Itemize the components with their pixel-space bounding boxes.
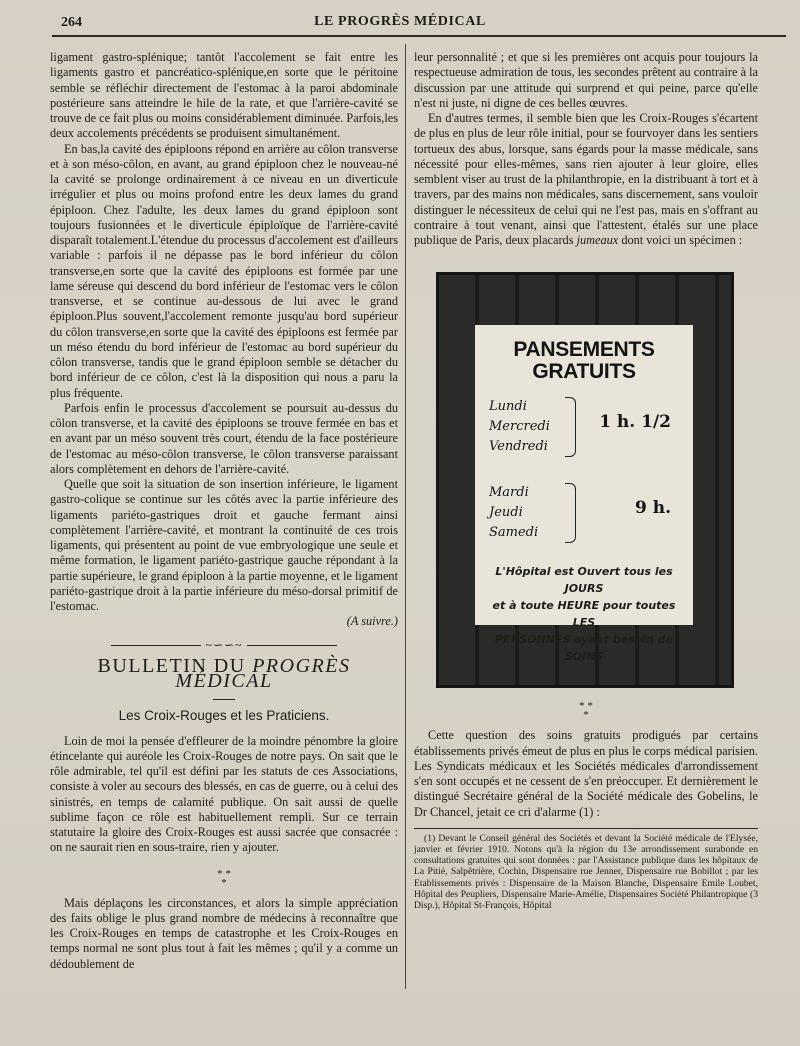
section-title: Les Croix-Rouges et les Praticiens.: [118, 708, 330, 724]
paragraph: Cette question des soins gratuits prodigués par certains établissements privés émeut de plus en plus le corps médical parisien. Les Syndicats médicaux et les Sociétés médicales d'arrondissement s'en sont occupés et ne cessent de s'en préoccuper. Et dernièrement le distingué Secrétaire général de la Société médicale des Gobelins, le Dr Chancel, jetait ce cri d'alarme (1) :: [414, 728, 758, 819]
paragraph: ligament gastro-splénique; tantôt l'accolement se fait entre les ligaments gastro et pancréatico-splénique,en sorte que le péritoine semble se réfléchir directement de l'estomac à la paroi abdominale postérieure sans atteindre le hile de la rate, et que l'arrière-cavité se trouve de ce fait plus ou moins considérablement diminuée. Parfois,les deux accolements précédents se produisent simultanément.: [50, 50, 398, 141]
bulletin-journal: PROGRÈS MÉDICAL: [175, 654, 351, 692]
to-be-continued: (A suivre.): [346, 614, 398, 629]
paragraph: Quelle que soit la situation de son insertion inférieure, le ligament gastro-colique se continue sur les côtés avec la partie inférieure des ligaments pariéto-gastriques droit et gauche fermant ainsi complètement l'arrière-cavité, et montrant la continuité de ces trois ligaments, qui présentent au point de vue embryologique une seule et même formation, le ligament pariéto-gastrique gauche répondant à la partie supérieure, le grand épiploon à la partie moyenne, et le ligament pariéto-gastrique droit à la partie inférieure du méso-dorsal primitif de l'estomac.: [50, 477, 398, 613]
column-divider: [405, 44, 406, 989]
paragraph: En d'autres termes, il semble bien que les Croix-Rouges s'écartent de plus en plus de leur rôle initial, pour se fourvoyer dans les sentiers tortueux des abus, lorsque, sans égards pour la masse médicale, sans nécessité pour elles-mêmes, sans rien ajouter à leur gloire, elles semblent viser au trust de la philanthropie, en la distribuant à tort et à travers, par des mains non médicales, sans discernement, sans vouloir distinguer le nécessiteux de celui qui ne l'est pas, mais en s'offrant au contraire à tout venant, ainsi que l'attestent, étalés sur une place publique de Paris, deux placards jumeaux dont voici un spécimen :: [414, 111, 758, 247]
days-group-1: Lundi Mercredi Vendredi: [489, 399, 550, 455]
poster: [475, 325, 693, 664]
footnote: (1) Devant le Conseil général des Sociétés et devant la Société médicale de l'Elysée, janvier et février 1910. Notons qu'à la région du 13e arrondissement surabonde en consultations gratuites qui sont données : par l'Assistance publique dans les hôpitaux de La Pitié, Salpêtrière, Cochin, Dispensaire rue Jenner, Dispensaire rue Bobillot ; par les Etablissements privés : Dispensaire de la Maison Blanche, Dispensaire Emile Loubet, Hôpital des Peupliers, Dispensaire Marie-Amélie, Dispensaires Société Philantropique (3 Disp.), Hôpital St-François, Hôpital: [414, 832, 758, 911]
poster-footer: L'Hôpital est Ouvert tous les JOURS et à toute HEURE pour toutes LES PERSONNES ayant besoin de SOINS: [492, 565, 676, 664]
paragraph: Loin de moi la pensée d'effleurer de la moindre pénombre la gloire étincelante qui auréole les Croix-Rouges de notre pays. On sait que le rôle admirable, tel qu'il est défini par les statuts de ces Associations, consiste à voler au secours des blessés, en cas de guerre, ou à celui des sinistrés, en temps de calamité publique. On sait aussi de quelle sublime façon ce rôle est habituellement rempli. Sur ce terrain statutaire la gloire des Croix-Rouges est aussi sacrée que consacrée : on ne saurait rien en sous-traire, rien y ajouter.: [50, 733, 398, 855]
paragraph: En bas,la cavité des épiploons répond en arrière au côlon transverse et à son méso-côlon, en avant, au grand épiploon chez le nouveau-né la cavité se prolonge ordinairement à ce niveau en un diverticule irrégulier et plus ou moins profond entre les deux lames du grand épiploon. Chez l'adulte, les deux lames du grand épiploon sont toujours fusionnées et le diverticule épiploïque de l'arrière-cavité disparaît totalement.L'étendue du processus d'accolement est d'ailleurs variable : parfois il ne dépasse pas le bord inférieur du côlon transverse,en sorte que la cavité des épiploons est formée par une lame séreuse qui descend du bord inférieur de l'estomac vers le côlon transverse, et se continue au-dessous de lui avec le grand épiploon.Plus souvent,l'accolement remonte jusqu'au bord supérieur du côlon transverse,en sorte que la cavité des épiploons est fermée par un méso étendu du bord inférieur de l'estomac au bord supérieur du côlon transverse, tandis que le grand épiploon semble se détacher du bord inférieur de ce côlon, c'est là la disposition qui nous a paru la plus fréquente.: [50, 141, 398, 400]
short-rule: [213, 699, 235, 700]
ornament-divider: ~∽∽~: [50, 638, 398, 653]
paragraph: leur personnalité ; et que si les premières ont acquis pour toujours la respectueuse admiration de tous, les secondes prêtent au contraire à la discussion par une attitude qui surprend et qui peine, parce qu'elle n'est ni juste, ni digne de ces belles œuvres.: [414, 50, 758, 110]
hour-2: 9 h.: [634, 498, 671, 519]
hour-1: 1 h. 1/2: [599, 412, 671, 433]
bulletin-word: BULLETIN DU: [97, 654, 246, 677]
page-number: 264: [61, 15, 82, 30]
poster-title: PANSEMENTS GRATUITS: [513, 338, 655, 384]
bulletin-heading: [50, 654, 398, 692]
brace: [565, 483, 576, 543]
poster-photograph: [436, 272, 734, 688]
page-header: [0, 0, 800, 34]
asterism: * * *: [217, 867, 231, 889]
emphasis: jumeaux: [576, 233, 619, 247]
days-group-2: Mardi Jeudi Samedi: [489, 485, 539, 541]
paragraph: Parfois enfin le processus d'accolement se poursuit au-dessus du côlon transverse, et la cavité des épiploons se trouve fermée en bas et en avant par un méso souvent très court, étendu de la face postérieure de l'estomac au méso-côlon transverse, le côlon transverse paraissant alors complètement en dehors de l'arrière-cavité.: [50, 400, 398, 476]
paragraph: Mais déplaçons les circonstances, et alors la simple appréciation des faits oblige le plus grand nombre de médecins à reconnaître que les Croix-Rouges en temps de catastrophe et les Croix-Rouges en temps normal ne sont plus tout à fait les mêmes ; qu'il y a comme un dédoublement de: [50, 895, 398, 971]
asterism: * * *: [579, 700, 593, 722]
header-rule: [52, 35, 786, 37]
poster-schedule: [483, 383, 685, 563]
journal-title: LE PROGRÈS MÉDICAL: [314, 14, 486, 29]
left-column: [50, 50, 398, 972]
footnote-rule: [414, 828, 758, 829]
right-column: [414, 50, 758, 911]
brace: [565, 397, 576, 457]
